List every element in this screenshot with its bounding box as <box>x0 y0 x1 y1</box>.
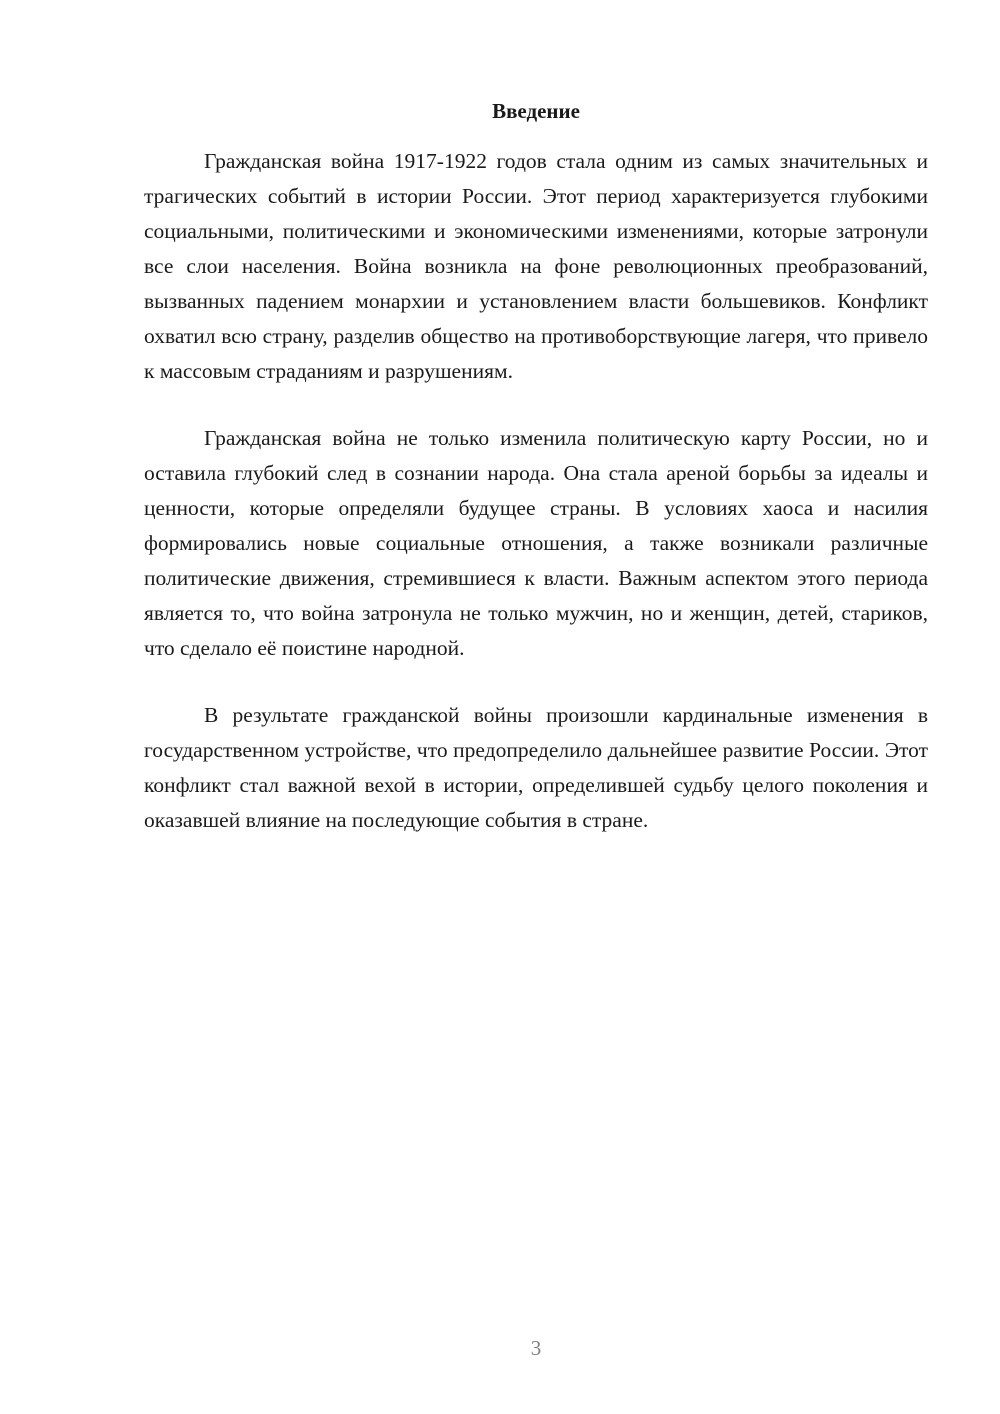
body-text <box>144 144 928 870</box>
page-number: 3 <box>530 1336 542 1360</box>
paragraph-2: Гражданская война не только изменила политическую карту России, но и оставила глубокий след в сознании народа. Она стала ареной борьбы за идеалы и ценности, которые определяли будущее страны. В условиях хаоса и насилия формировались новые социальные отношения, а также возникали различные политические движения, стремившиеся к власти. Важным аспектом этого периода является то, что война затронула не только мужчин, но и женщин, детей, стариков, что сделало её поистине народной. <box>144 426 928 660</box>
paragraph-3: В результате гражданской войны произошли кардинальные изменения в государственном устройстве, что предопределило дальнейшее развитие России. Этот конфликт стал важной вехой в истории, определившей судьбу целого поколения и оказавшей влияние на последующие события в стране. <box>144 703 928 832</box>
paragraph-1: Гражданская война 1917-1922 годов стала одним из самых значительных и трагических событий в истории России. Этот период характеризуется глубокими социальными, политическими и экономическими изменениями, которые затронули все слои населения. Война возникла на фоне революционных преобразований, вызванных падением монархии и установлением власти большевиков. Конфликт охватил всю страну, разделив общество на противоборствующие лагеря, что привело к массовым страданиям и разрушениям. <box>144 149 928 383</box>
section-title: Введение <box>492 99 580 123</box>
